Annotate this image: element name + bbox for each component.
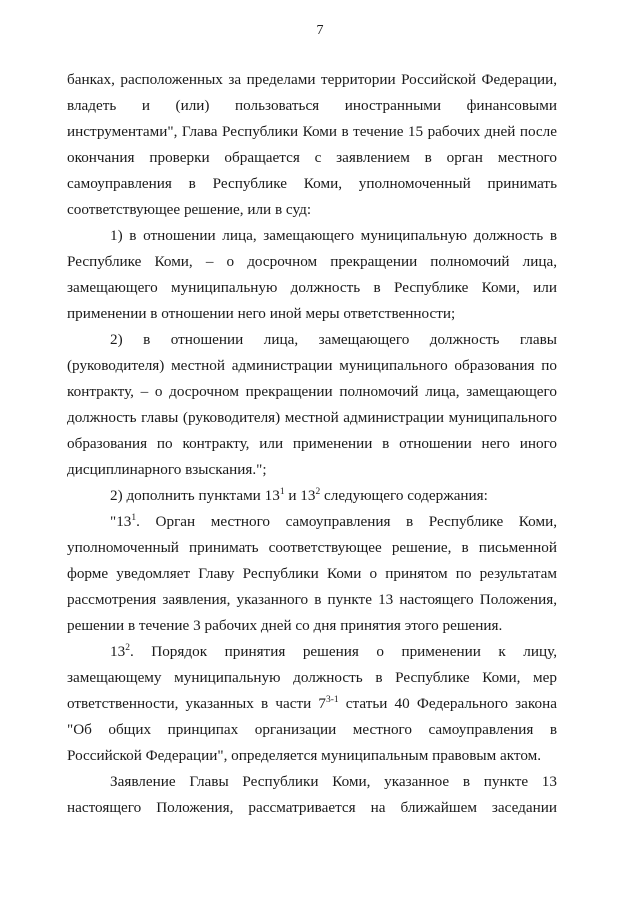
superscript: 1 [279,487,285,497]
text-run: статьи 40 Федерального закона "Об общих принципах организации местного самоуправления в Российской Федерации", определяется муниципальным правовым актом. [67,695,557,764]
paragraph-item-2: 2) в отношении лица, замещающего должность главы (руководителя) местной администрации муниципального образования по контракту, – о досрочном прекращении полномочий лица, замещающего должность главы (руководителя) местной администрации муниципального образования по контракту, или применении в отношении него иного дисциплинарного взыскания."; [67,331,557,478]
text-run: 2) дополнить пунктами 13 [110,487,280,504]
paragraph-foreign-instruments: банках, расположенных за пределами территории Российской Федерации, владеть и (или) пользоваться иностранными финансовыми инструментами", Глава Республики Коми в течение 15 рабочих дней после окончания проверки обращается с заявлением в орган местного самоуправления в Республике Коми, уполномоченный принимать соответствующее решение, или в суд: [67,71,557,218]
text-run: . Орган местного самоуправления в Республике Коми, уполномоченный принимать соответствующее решение, в письменной форме уведомляет Главу Республики Коми о принятом по результатам рассмотрения заявления, указанного в пункте 13 настоящего Положения, решении в течение 3 рабочих дней со дня принятия этого решения. [67,513,557,634]
text-run: и 13 [284,487,316,504]
document-body [67,67,557,821]
paragraph-add-points [67,483,557,509]
superscript: 2 [315,487,321,497]
paragraph-point-13-1 [67,509,557,639]
page-number: 7 [316,23,324,38]
paragraph-point-13-2 [67,639,557,769]
text-run: следующего содержания: [320,487,488,504]
paragraph-application: Заявление Главы Республики Коми, указанное в пункте 13 настоящего Положения, рассматривается на ближайшем заседании [67,773,557,816]
paragraph-item-1: 1) в отношении лица, замещающего муниципальную должность в Республике Коми, – о досрочном прекращении полномочий лица, замещающего муниципальную должность в Республике Коми, или применении в отношении него иной меры ответственности; [67,227,557,322]
text-run: . Порядок принятия решения о применении к лицу, замещающему муниципальную должность в Республике Коми, мер ответственности, указанных в части 7 [67,643,557,712]
superscript: 2 [125,643,130,653]
text-run: "13 [110,513,132,530]
text-run: 13 [110,643,126,660]
superscript: 3-1 [325,695,339,705]
superscript: 1 [131,513,137,523]
